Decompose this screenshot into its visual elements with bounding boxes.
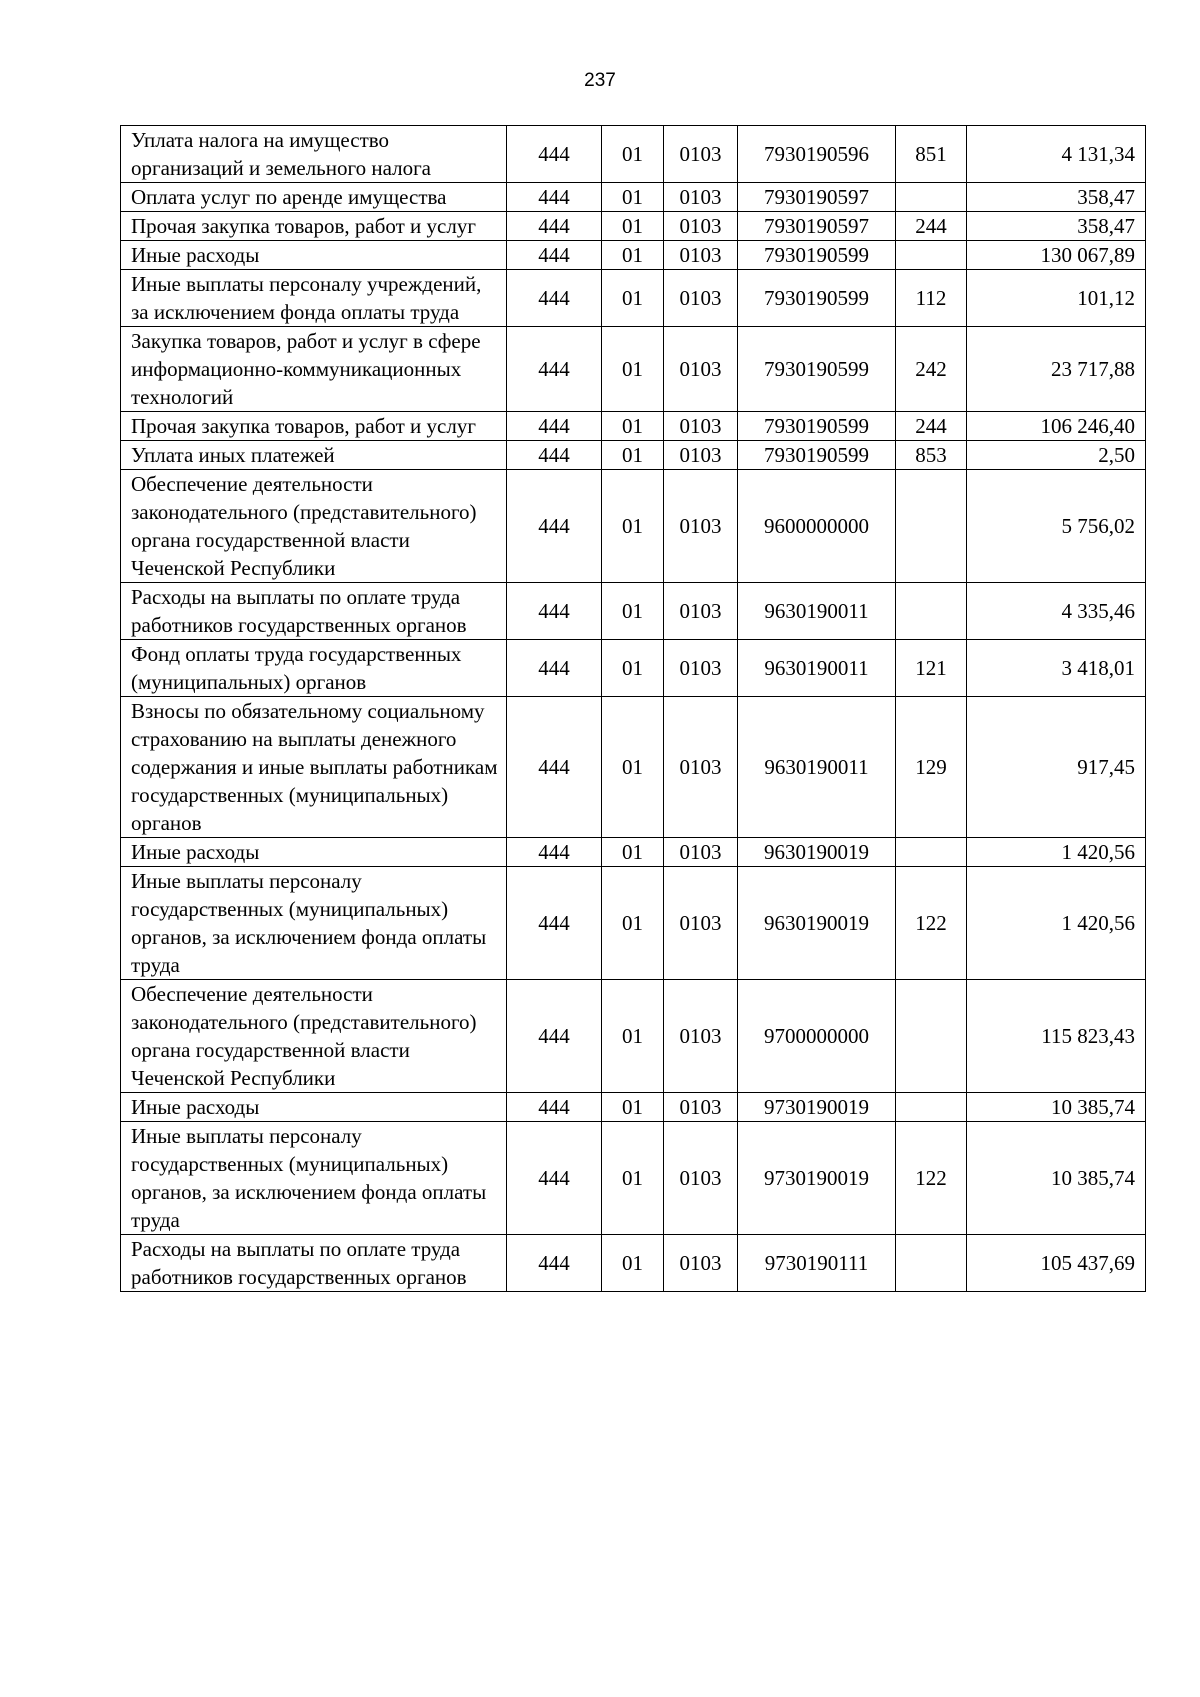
expense-type-cell: 242: [896, 327, 967, 412]
target-article-cell: 9630190011: [738, 697, 896, 838]
amount-cell: 4 131,34: [967, 126, 1146, 183]
amount-cell: 358,47: [967, 183, 1146, 212]
subsection-code-cell: 0103: [664, 867, 738, 980]
amount-cell: 101,12: [967, 270, 1146, 327]
admin-code-cell: 444: [507, 270, 602, 327]
table-row: [121, 838, 1146, 867]
expense-type-cell: [896, 241, 967, 270]
subsection-code-cell: 0103: [664, 583, 738, 640]
expense-name-cell: Уплата налога на имущество организаций и земельного налога: [121, 126, 507, 183]
expense-type-cell: 851: [896, 126, 967, 183]
target-article-cell: 7930190597: [738, 183, 896, 212]
section-code-cell: 01: [602, 583, 664, 640]
admin-code-cell: 444: [507, 1122, 602, 1235]
table-row: [121, 441, 1146, 470]
target-article-cell: 9630190011: [738, 583, 896, 640]
target-article-cell: 9630190019: [738, 867, 896, 980]
expense-name-cell: Иные расходы: [121, 1093, 507, 1122]
subsection-code-cell: 0103: [664, 1122, 738, 1235]
section-code-cell: 01: [602, 412, 664, 441]
amount-cell: 115 823,43: [967, 980, 1146, 1093]
subsection-code-cell: 0103: [664, 241, 738, 270]
target-article-cell: 9730190019: [738, 1122, 896, 1235]
admin-code-cell: 444: [507, 640, 602, 697]
budget-table: [120, 125, 1146, 1292]
section-code-cell: 01: [602, 1093, 664, 1122]
target-article-cell: 9730190019: [738, 1093, 896, 1122]
section-code-cell: 01: [602, 640, 664, 697]
admin-code-cell: 444: [507, 212, 602, 241]
amount-cell: 3 418,01: [967, 640, 1146, 697]
section-code-cell: 01: [602, 470, 664, 583]
expense-type-cell: 122: [896, 1122, 967, 1235]
expense-name-cell: Обеспечение деятельности законодательного (представительного) органа государственной власти Чеченской Республики: [121, 470, 507, 583]
table-row: [121, 640, 1146, 697]
admin-code-cell: 444: [507, 441, 602, 470]
subsection-code-cell: 0103: [664, 1093, 738, 1122]
admin-code-cell: 444: [507, 412, 602, 441]
expense-name-cell: Расходы на выплаты по оплате труда работников государственных органов: [121, 583, 507, 640]
expense-type-cell: 244: [896, 412, 967, 441]
admin-code-cell: 444: [507, 126, 602, 183]
table-row: [121, 867, 1146, 980]
subsection-code-cell: 0103: [664, 183, 738, 212]
section-code-cell: 01: [602, 126, 664, 183]
expense-name-cell: Иные расходы: [121, 838, 507, 867]
amount-cell: 917,45: [967, 697, 1146, 838]
section-code-cell: 01: [602, 183, 664, 212]
expense-type-cell: [896, 980, 967, 1093]
target-article-cell: 7930190599: [738, 441, 896, 470]
expense-type-cell: 129: [896, 697, 967, 838]
subsection-code-cell: 0103: [664, 327, 738, 412]
subsection-code-cell: 0103: [664, 1235, 738, 1292]
table-row: [121, 1235, 1146, 1292]
expense-name-cell: Взносы по обязательному социальному страхованию на выплаты денежного содержания и иные выплаты работникам государственных (муниципальных) органов: [121, 697, 507, 838]
expense-type-cell: [896, 183, 967, 212]
table-row: [121, 126, 1146, 183]
table-row: [121, 1093, 1146, 1122]
subsection-code-cell: 0103: [664, 126, 738, 183]
table-row: [121, 470, 1146, 583]
amount-cell: 105 437,69: [967, 1235, 1146, 1292]
expense-name-cell: Прочая закупка товаров, работ и услуг: [121, 412, 507, 441]
expense-type-cell: 853: [896, 441, 967, 470]
expense-name-cell: Обеспечение деятельности законодательного (представительного) органа государственной власти Чеченской Республики: [121, 980, 507, 1093]
table-body: [121, 126, 1146, 1292]
target-article-cell: 7930190599: [738, 412, 896, 441]
subsection-code-cell: 0103: [664, 640, 738, 697]
table-row: [121, 1122, 1146, 1235]
amount-cell: 2,50: [967, 441, 1146, 470]
expense-name-cell: Расходы на выплаты по оплате труда работников государственных органов: [121, 1235, 507, 1292]
table-row: [121, 270, 1146, 327]
target-article-cell: 7930190599: [738, 270, 896, 327]
subsection-code-cell: 0103: [664, 412, 738, 441]
admin-code-cell: 444: [507, 327, 602, 412]
amount-cell: 23 717,88: [967, 327, 1146, 412]
expense-name-cell: Иные расходы: [121, 241, 507, 270]
amount-cell: 130 067,89: [967, 241, 1146, 270]
target-article-cell: 9730190111: [738, 1235, 896, 1292]
admin-code-cell: 444: [507, 838, 602, 867]
subsection-code-cell: 0103: [664, 980, 738, 1093]
expense-name-cell: Уплата иных платежей: [121, 441, 507, 470]
admin-code-cell: 444: [507, 867, 602, 980]
section-code-cell: 01: [602, 838, 664, 867]
table-row: [121, 697, 1146, 838]
section-code-cell: 01: [602, 212, 664, 241]
subsection-code-cell: 0103: [664, 838, 738, 867]
amount-cell: 4 335,46: [967, 583, 1146, 640]
table-row: [121, 327, 1146, 412]
target-article-cell: 9630190019: [738, 838, 896, 867]
section-code-cell: 01: [602, 270, 664, 327]
amount-cell: 1 420,56: [967, 867, 1146, 980]
expense-type-cell: [896, 1235, 967, 1292]
section-code-cell: 01: [602, 1235, 664, 1292]
expense-name-cell: Прочая закупка товаров, работ и услуг: [121, 212, 507, 241]
expense-type-cell: [896, 838, 967, 867]
amount-cell: 358,47: [967, 212, 1146, 241]
subsection-code-cell: 0103: [664, 212, 738, 241]
expense-type-cell: 122: [896, 867, 967, 980]
section-code-cell: 01: [602, 697, 664, 838]
expense-name-cell: Иные выплаты персоналу государственных (муниципальных) органов, за исключением фонда оплаты труда: [121, 867, 507, 980]
table-row: [121, 583, 1146, 640]
section-code-cell: 01: [602, 867, 664, 980]
table-row: [121, 412, 1146, 441]
amount-cell: 10 385,74: [967, 1093, 1146, 1122]
admin-code-cell: 444: [507, 1093, 602, 1122]
amount-cell: 10 385,74: [967, 1122, 1146, 1235]
expense-type-cell: [896, 583, 967, 640]
amount-cell: 1 420,56: [967, 838, 1146, 867]
subsection-code-cell: 0103: [664, 270, 738, 327]
target-article-cell: 7930190597: [738, 212, 896, 241]
subsection-code-cell: 0103: [664, 697, 738, 838]
admin-code-cell: 444: [507, 183, 602, 212]
subsection-code-cell: 0103: [664, 470, 738, 583]
expense-type-cell: [896, 1093, 967, 1122]
expense-name-cell: Иные выплаты персоналу учреждений, за исключением фонда оплаты труда: [121, 270, 507, 327]
section-code-cell: 01: [602, 1122, 664, 1235]
section-code-cell: 01: [602, 241, 664, 270]
expense-type-cell: 121: [896, 640, 967, 697]
section-code-cell: 01: [602, 980, 664, 1093]
amount-cell: 106 246,40: [967, 412, 1146, 441]
target-article-cell: 9700000000: [738, 980, 896, 1093]
table-row: [121, 212, 1146, 241]
table-row: [121, 980, 1146, 1093]
expense-type-cell: [896, 470, 967, 583]
target-article-cell: 9600000000: [738, 470, 896, 583]
admin-code-cell: 444: [507, 980, 602, 1093]
target-article-cell: 7930190599: [738, 327, 896, 412]
table-row: [121, 241, 1146, 270]
subsection-code-cell: 0103: [664, 441, 738, 470]
expense-name-cell: Фонд оплаты труда государственных (муниципальных) органов: [121, 640, 507, 697]
expense-name-cell: Оплата услуг по аренде имущества: [121, 183, 507, 212]
expense-name-cell: Иные выплаты персоналу государственных (муниципальных) органов, за исключением фонда оплаты труда: [121, 1122, 507, 1235]
section-code-cell: 01: [602, 327, 664, 412]
table-row: [121, 183, 1146, 212]
target-article-cell: 7930190596: [738, 126, 896, 183]
page-number: 237: [584, 70, 616, 91]
amount-cell: 5 756,02: [967, 470, 1146, 583]
expense-type-cell: 244: [896, 212, 967, 241]
admin-code-cell: 444: [507, 241, 602, 270]
admin-code-cell: 444: [507, 697, 602, 838]
target-article-cell: 7930190599: [738, 241, 896, 270]
admin-code-cell: 444: [507, 583, 602, 640]
target-article-cell: 9630190011: [738, 640, 896, 697]
expense-type-cell: 112: [896, 270, 967, 327]
admin-code-cell: 444: [507, 1235, 602, 1292]
expense-name-cell: Закупка товаров, работ и услуг в сфере информационно-коммуникационных технологий: [121, 327, 507, 412]
section-code-cell: 01: [602, 441, 664, 470]
admin-code-cell: 444: [507, 470, 602, 583]
